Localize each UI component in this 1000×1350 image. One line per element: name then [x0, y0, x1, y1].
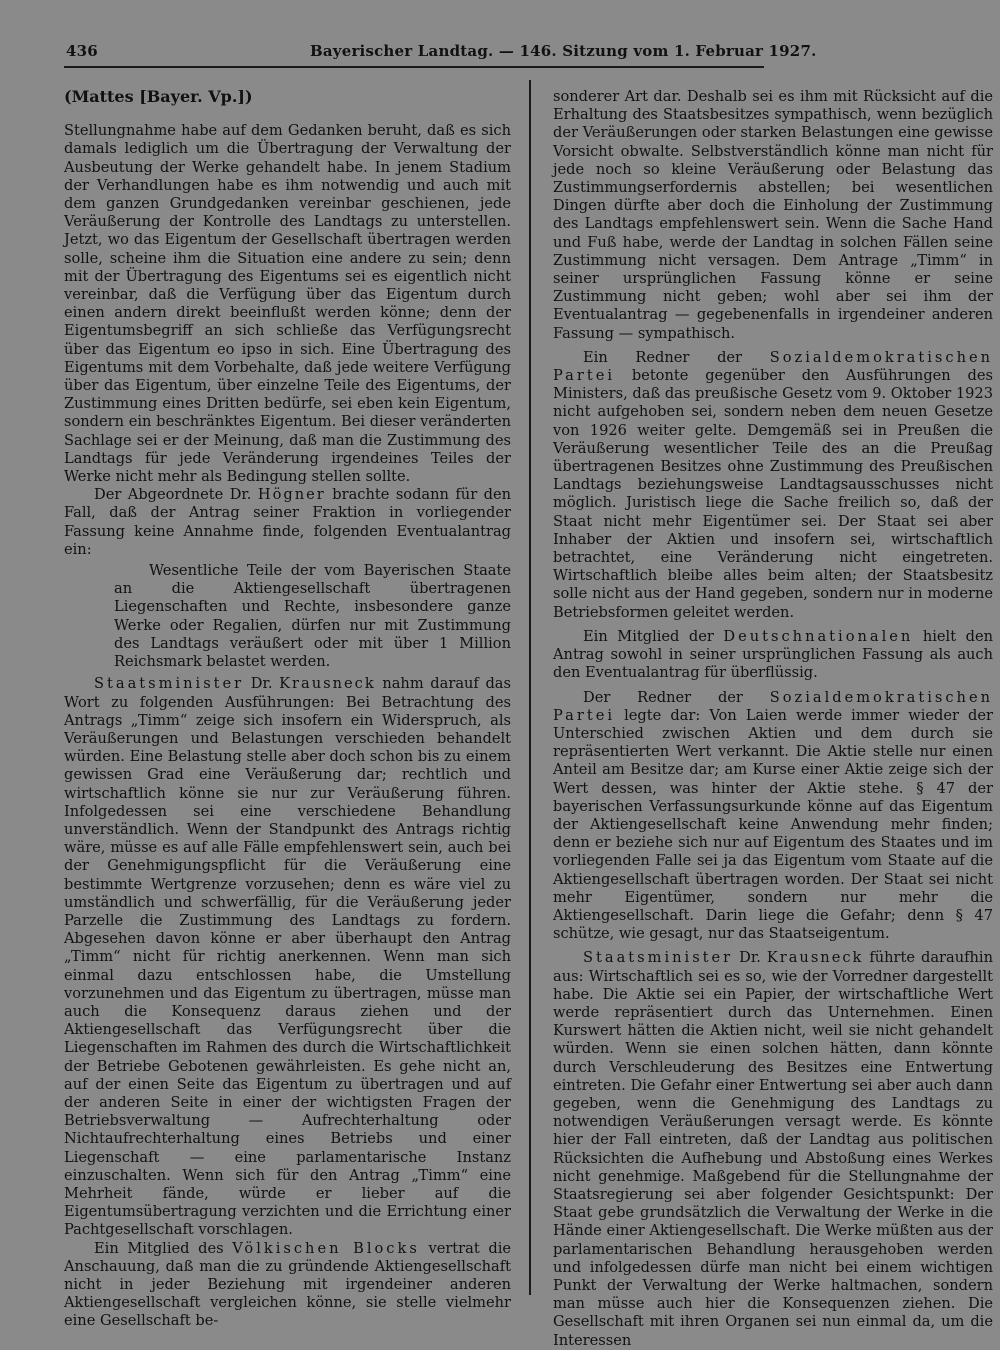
paragraph: sonderer Art dar. Deshalb sei es ihm mit Rücksicht auf die Erhaltung des Staatsbesitzes sympathisch, wenn bezüglich der Veräußerungen oder starken Belastungen eine gewisse Vorsicht obwalte. Selbstverständlich könne man nicht für jede noch so kleine Veräußerung oder Belastung das Zustimmungserfordernis abstellen; bei wesentlichen Dingen dürfte aber doch die Einholung der Zustimmung des Landtags empfehlenswert sein. Wenn die Sache Hand und Fuß habe, werde der Landtag in solchen Fällen seine Zustimmung nicht versagen. Dem Antrage „Timm“ in seiner ursprünglichen Fassung könne er seine Zustimmung nicht geben; wohl aber sei ihm der Eventualantrag — gegebenenfalls in irgendeiner anderen Fassung — sympathisch.	[553, 88, 993, 342]
column-divider	[529, 80, 531, 1295]
left-column	[64, 88, 511, 1331]
motion-quote: Wesentliche Teile der vom Bayerischen Staate an die Aktiengesellschaft übertragenen Liegenschaften und Rechte, insbesondere ganze Werke oder Regalien, dürfen nur mit Zustimmung des Landtags veräußert oder mit über 1 Million Reichsmark belastet werden.	[114, 562, 511, 671]
header-rule	[64, 66, 764, 68]
role-label: Staatsminister	[583, 949, 734, 967]
running-title: Bayerischer Landtag. — 146. Sitzung vom 1. Februar 1927.	[310, 42, 817, 60]
party-name: Deutschnationalen	[723, 627, 914, 645]
page-number: 436	[66, 42, 98, 60]
role-label: Staatsminister	[94, 675, 245, 693]
paragraph: Der Abgeordnete Dr. Högner brachte sodann für den Fall, daß der Antrag seiner Fraktion in vorliegender Fassung keine Annahme finde, folgenden Eventualantrag ein:	[64, 486, 512, 558]
speaker-heading: (Mattes [Bayer. Vp.])	[64, 87, 253, 106]
paragraph: Der Redner der Sozialdemokratischen Partei legte dar: Von Laien werde immer wieder der Unterschied zwischen Aktien und dem durch sie repräsentierten Wert verkannt. Die Aktie stelle nur einen Anteil am Besitze dar; am Kurse einer Aktie zeige sich der Wert dessen, was hinter der Aktie stehe. § 47 der bayerischen Verfassungsurkunde könne auf das Eigentum der Aktiengesellschaft keine Anwendung mehr finden; denn er beziehe sich nur auf Eigentum des Staates und im vorliegenden Falle sei ja das Eigentum vom Staate auf die Aktiengesellschaft übertragen worden. Der Staat sei nicht mehr Eigentümer, sondern nur mehr die Aktiengesellschaft. Darin liege die Gefahr; denn § 47 schütze, wie gesagt, nur das Staatseigentum.	[553, 688, 994, 943]
right-column	[553, 88, 993, 1350]
party-name: Völkischen Blocks	[232, 1239, 420, 1257]
paragraph: Ein Mitglied des Völkischen Blocks vertrat die Anschauung, daß man die zu gründende Aktiengesellschaft nicht in jeder Beziehung mit irgendeiner anderen Aktiengesellschaft vergleichen könne, sie stelle vielmehr eine Gesellschaft be-	[64, 1239, 511, 1330]
party-name: Sozialdemokratischen Partei	[553, 348, 994, 385]
paragraph: Stellungnahme habe auf dem Gedanken beruht, daß es sich damals lediglich um die Übertragung der Verwaltung der Ausbeutung der Werke gehandelt habe. In jenem Stadium der Verhandlungen habe es ihm notwendig und auch mit dem ganzen Grundgedanken vereinbar geschienen, jede Veräußerung der Kontrolle des Landtags zu unterstellen. Jetzt, wo das Eigentum der Gesellschaft übertragen werden solle, scheine ihm die Situation eine andere zu sein; denn mit der Übertragung des Eigentums sei es eigentlich nicht vereinbar, daß die Verfügung über das Eigentum durch einen andern direkt beeinflußt werden könne; denn der Eigentumsbegriff an sich schließe das Verfügungsrecht über das Eigentum eo ipso in sich. Eine Übertragung des Eigentums mit dem Vorbehalte, daß jede weitere Verfügung über das Eigentum, über einzelne Teile des Eigentums, der Zustimmung eines Dritten bedürfe, sei eben kein Eigentum, sondern ein beschränktes Eigentum. Bei dieser veränderten Sachlage sei er der Meinung, daß man die Zustimmung des Landtags für jede Veränderung irgendeines Teiles der Werke nicht mehr als Bedingung stellen sollte.	[64, 122, 511, 486]
paragraph: Staatsminister Dr. Krausneck führte daraufhin aus: Wirtschaftlich sei es so, wie der Vorredner dargestellt habe. Die Aktie sei ein Papier, der wirtschaftliche Wert werde repräsentiert durch das Unternehmen. Einen Kurswert hätten die Aktien nicht, weil sie nicht gehandelt würden. Wenn sie einen solchen hätten, dann könnte durch Verschleuderung des Besitzes eine Entwertung eintreten. Die Gefahr einer Entwertung sei aber auch dann gegeben, wenn die Genehmigung des Landtags zu notwendigen Veräußerungen versagt werde. Es könnte hier der Fall eintreten, daß der Landtag aus politischen Rücksichten die Aufhebung und Abstoßung eines Werkes nicht genehmige. Maßgebend für die Stellungnahme der Staatsregierung sei aber folgender Gesichtspunkt: Der Staat gebe grundsätzlich die Verwaltung der Werke in die Hände einer Aktiengesellschaft. Die Werke müßten aus der parlamentarischen Behandlung herausgehoben werden und infolgedessen dürfe man nicht bei einem wichtigen Punkt der Verwaltung der Werke haltmachen, sondern man müsse auch hier die Konsequenzen ziehen. Die Gesellschaft mit ihren Organen sei nun einmal da, um die Interessen	[553, 949, 994, 1349]
paragraph: Ein Mitglied der Deutschnationalen hielt den Antrag sowohl in seiner ursprünglichen Fassung als auch den Eventualantrag für überflüssig.	[553, 627, 994, 682]
paragraph: Ein Redner der Sozialdemokratischen Partei betonte gegenüber den Ausführungen des Ministers, daß das preußische Gesetz vom 9. Oktober 1923 nicht aufgehoben sei, sondern neben dem neuen Gesetze von 1926 weiter gelte. Demgemäß sei in Preußen die Veräußerung wesentlicher Teile des an die Preußag übertragenen Besitzes ohne Zustimmung des Preußischen Landtags beziehungsweise Landtagsausschusses nicht möglich. Juristisch liege die Sache freilich so, daß der Staat nicht mehr Eigentümer sei. Der Staat sei aber Inhaber der Aktien und insofern sei, wirtschaftlich betrachtet, eine Veränderung nicht eingetreten. Wirtschaftlich bleibe alles beim alten; der Staatsbesitz solle nicht aus der Hand gegeben, sondern nur in moderne Betriebsformen geleitet werden.	[553, 348, 994, 621]
paragraph: Staatsminister Dr. Krausneck nahm darauf das Wort zu folgenden Ausführungen: Bei Betrachtung des Antrags „Timm“ zeige sich insofern ein Widerspruch, als Veräußerungen und Belastungen verschieden behandelt würden. Eine Belastung stelle aber doch schon bis zu einem gewissen Grad eine Veräußerung dar; rechtlich und wirtschaftlich könne sie nur zur Veräußerung führen. Infolgedessen sei eine verschiedene Behandlung unverständlich. Wenn der Standpunkt des Antrags richtig wäre, müsse es auf alle Fälle empfehlenswert sein, auch bei der Genehmigungspflicht für die Veräußerung eine bestimmte Wertgrenze vorzusehen; denn es wäre viel zu umständlich und schwerfällig, für die Veräußerung jeder Parzelle die Zustimmung des Landtags zu fordern. Abgesehen davon könne er aber überhaupt den Antrag „Timm“ nicht für richtig anerkennen. Wenn man sich einmal dazu entschlossen habe, die Umstellung vorzunehmen und das Eigentum zu übertragen, müsse man auch die Konsequenz daraus ziehen und der Aktiengesellschaft das Verfügungsrecht über die Liegenschaften im Rahmen des durch die Wirtschaftlichkeit der Betriebe Gebotenen gewährleisten. Es gehe nicht an, auf der einen Seite das Eigentum zu übertragen und auf der anderen Seite in einer der wichtigsten Fragen der Betriebsverwaltung — Aufrechterhaltung oder Nichtaufrechterhaltung eines Betriebs und einer Liegenschaft — eine parlamentarische Instanz einzuschalten. Wenn sich für den Antrag „Timm“ eine Mehrheit fände, würde er lieber auf die Eigentumsübertragung verzichten und die Errichtung einer Pachtgesellschaft vorschlagen.	[64, 675, 511, 1239]
person-name: Högner	[257, 486, 326, 504]
person-name: Krausneck	[279, 675, 376, 693]
party-name: Sozialdemokratischen Partei	[553, 688, 993, 724]
person-name: Krausneck	[766, 949, 864, 967]
